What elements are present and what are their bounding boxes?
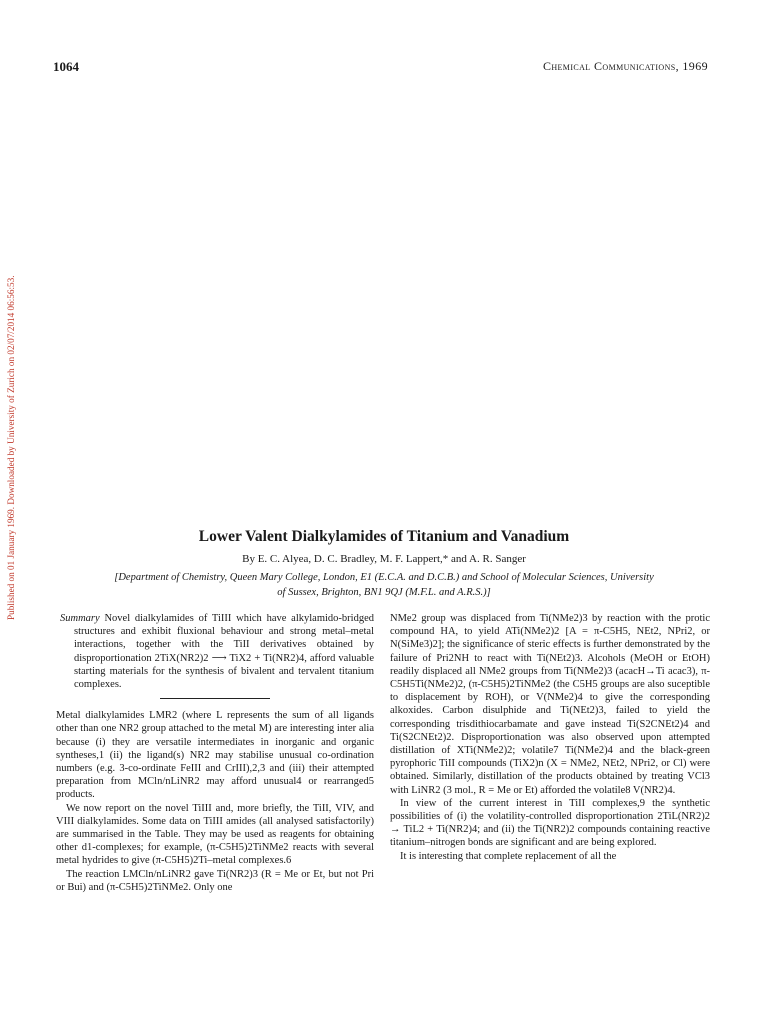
affiliation-line-1: [Department of Chemistry, Queen Mary College, London, E1 (E.C.A. and D.C.B.) and School of Molecular Sciences, University [114,572,654,583]
journal-header: Chemical Communications, 1969 [542,59,708,73]
body-paragraph: Metal dialkylamides LMR2 (where L represents the sum of all ligands other than one NR2 group attached to the metal M) are interesting inter alia because (i) they are versatile intermediates in inorganic and organic syntheses,1 (ii) the ligand(s) NR2 may stabilise unusual co-ordination numbers (e.g. 3-co-ordinate FeIII and CrIII),2,3 and (iii) their attempted preparation from MCln/nLiNR2 may afford unusual4 or rearranged5 products. [56,710,374,801]
page-number: 1064 [53,59,79,74]
summary [56,612,374,691]
article-affiliation [40,570,728,600]
body-paragraph: In view of the current interest in TiII complexes,9 the synthetic possibilities of (i) the volatility-controlled disproportionation 2TiL(NR2)2 → TiL2 + Ti(NR2)4; and (ii) the Ti(NR2)2 compounds containing reactive titanium–nitrogen bonds are significant and are being explored. [390,797,710,849]
body-paragraph: It is interesting that complete replacement of all the [400,850,617,862]
article-authors: By E. C. Alyea, D. C. Bradley, M. F. Lappert,* and A. R. Sanger [242,553,526,565]
publication-note[interactable]: Published on 01 January 1969. Downloaded by University of Zurich on 02/07/2014 06:56:53. [6,275,16,620]
body-paragraph: NMe2 group was displaced from Ti(NMe2)3 by reaction with the protic compound HA, to yield ATi(NMe2)2 [A = π-C5H5, NEt2, NPri2, or N(SiMe3)2]; the significance of steric effects is further demonstrated by the failure of Pri2NH to react with Ti(NEt2)3. Alcohols (MeOH or EtOH) readily displaced all NMe2 groups from Ti(NMe2)3 (acacH→Ti acac3), π-C5H5Ti(NMe2)2, (π-C5H5)2TiNMe2 (the C5H5 groups are also suceptible to displacement by ROH), or V(NMe2)4 to give the corresponding alkoxides. Carbon disulphide and Ti(NEt2)3, failed to yield the corresponding trisdithiocarbamate and gave instead Ti(S2CNEt2)4 and Ti(S2CNEt2)2. Disproportionation was also observed upon attempted distillation of XTi(NMe2)2; volatile7 Ti(NMe2)4 and the black-green pyrophoric TiII compounds (TiX2)n (X = NMe2, NEt2, NPri2, or Cl) were obtained. Similarly, distillation of the products obtained by treating VCl3 with LiNR2 (3 mol., R = Me or Et) afforded the volatile8 V(NR2)4. [390,613,710,796]
section-divider [160,698,270,699]
left-column [56,612,374,894]
body-paragraph: We now report on the novel TiIII and, more briefly, the TiII, VIV, and VIII dialkylamides. Some data on TiIII amides (all analysed satisfactorily) are summarised in the Table. They may be used as reagents for obtaining other d1-complexes; for example, (π-C5H5)2TiNMe2 reacts with several metal hydrides to give (π-C5H5)2Ti–metal complexes.6 [56,802,374,867]
body-paragraph: The reaction LMCln/nLiNR2 gave Ti(NR2)3 (R = Me or Et, but not Pri or Bui) and (π-C5H5)2TiNMe2. Only one [56,868,374,893]
right-column [390,612,710,863]
affiliation-line-2: of Sussex, Brighton, BN1 9QJ (M.F.L. and A.R.S.)] [277,587,491,598]
summary-lead: Summary [60,613,100,624]
summary-text: Novel dialkylamides of TiIII which have alkylamido-bridged structures and exhibit fluxional behaviour and strong metal–metal interactions, together with the TiII derivatives obtained by disproportionation 2TiX(NR2)2 ⟶ TiX2 + Ti(NR2)4, afford valuable starting materials for the synthesis of bivalent and tervalent titanium complexes. [74,613,374,691]
article-title: Lower Valent Dialkylamides of Titanium and Vanadium [198,528,570,545]
